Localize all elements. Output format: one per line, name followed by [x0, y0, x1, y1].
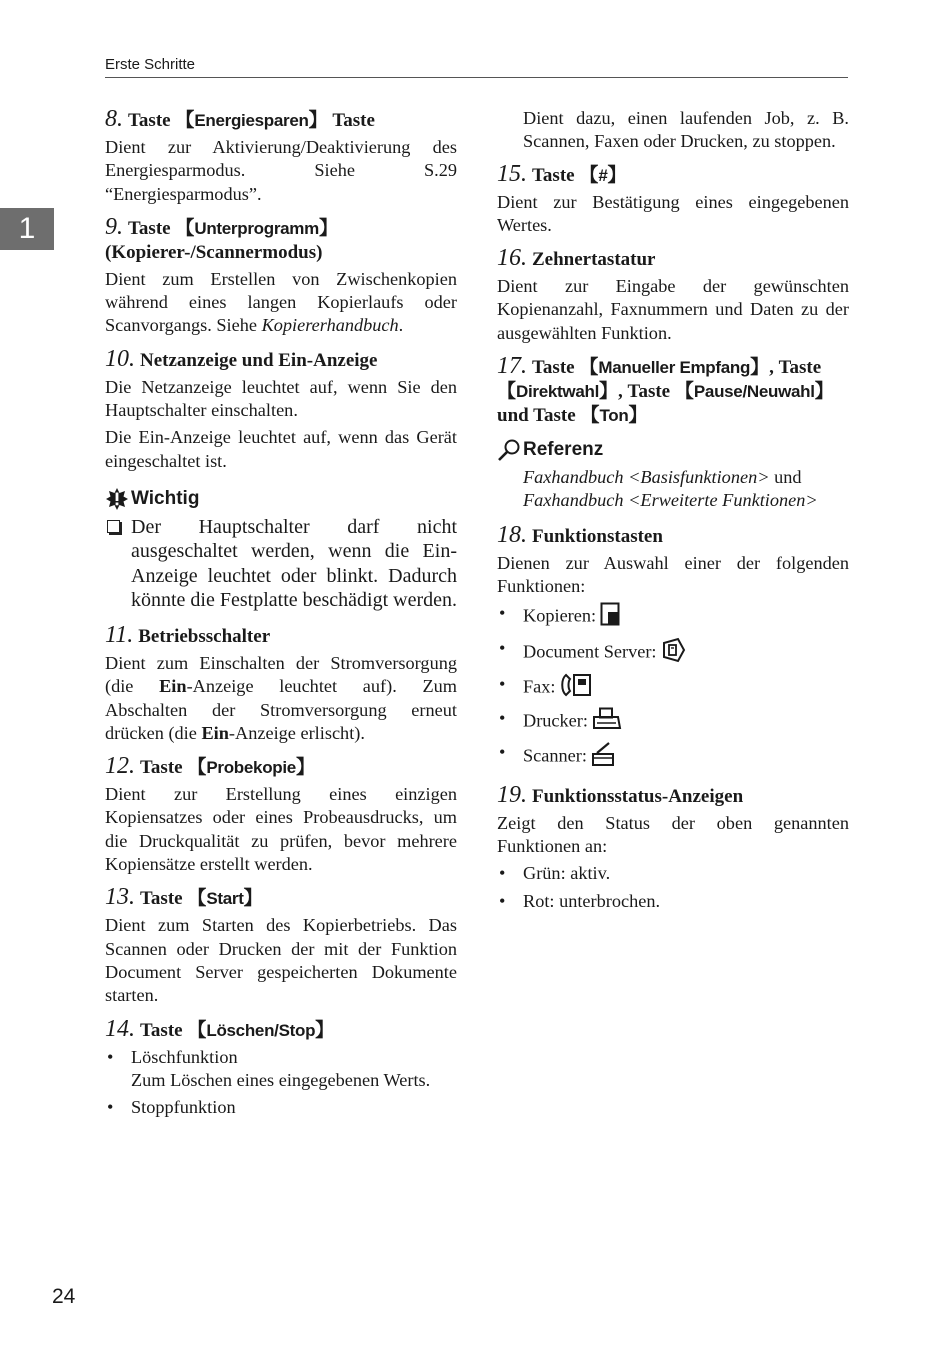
- section-14: [105, 1017, 457, 1120]
- key-name: Pause/Neuwahl: [693, 382, 815, 402]
- section-body: Dient zur Eingabe der gewünschten Kopienanzahl, Faxnummern und Daten zu der ausgewählten Funktion.: [497, 276, 849, 343]
- section-title: 18. Funktionstasten: [497, 521, 663, 548]
- function-list: [497, 602, 849, 773]
- key-name: Unterprogramm: [194, 218, 319, 238]
- printer-icon: [592, 707, 622, 737]
- reference-body: Faxhandbuch <Basisfunktionen> und Faxhandbuch <Erweiterte Funktionen>: [523, 467, 818, 511]
- section-8: [105, 107, 457, 206]
- section-body: Dient zur Aktivierung/Deaktivierung des Energiesparmodus. Siehe S.29 “Energiesparmodus”.: [105, 137, 457, 204]
- important-icon: [105, 487, 129, 511]
- list-item: • Scanner:: [497, 741, 849, 773]
- list-item: • Drucker:: [497, 707, 849, 737]
- page-number: 24: [52, 1285, 76, 1308]
- section-15: [497, 162, 849, 238]
- section-16: [497, 246, 849, 345]
- right-column: [497, 107, 849, 922]
- copy-icon: [600, 602, 620, 632]
- magnifier-icon: [497, 438, 521, 462]
- section-title: 19. Funktionsstatus-Anzeigen: [497, 781, 744, 808]
- section-18: [497, 523, 849, 774]
- section-17: [497, 354, 849, 428]
- section-paragraph: Die Ein-Anzeige leuchtet auf, wenn das Gerät eingeschaltet ist.: [105, 427, 457, 471]
- section-19: [497, 783, 849, 913]
- list-item: • Stoppfunktion: [105, 1096, 457, 1119]
- section-title: 9. Taste 【Unterprogramm】 (Kopierer-/Scannermodus): [105, 213, 338, 263]
- section-body: Dient zum Erstellen von Zwischenkopien während eines langen Kopierlaufs oder Scanvorgangs. Siehe Kopiererhandbuch.: [105, 268, 457, 336]
- section-title: 14. Taste 【Löschen/Stop】: [105, 1015, 335, 1042]
- list-item: • Löschfunktion Zum Löschen eines eingegebenen Werts.: [105, 1046, 457, 1093]
- section-9: [105, 215, 457, 338]
- section-title: 15. Taste 【#】: [497, 160, 627, 187]
- section-10: [105, 347, 457, 473]
- checkbox-bullet-icon: [107, 520, 120, 533]
- important-note: Der Hauptschalter darf nicht ausgeschaltet werden, wenn die Ein-Anzeige leuchtet oder blinkt. Dadurch könnte die Festplatte beschädigt werden.: [105, 515, 457, 613]
- list-item: • Rot: unterbrochen.: [497, 890, 849, 913]
- section-paragraph: Die Netzanzeige leuchtet auf, wenn Sie den Hauptschalter einschalten.: [105, 376, 457, 421]
- key-name: Löschen/Stop: [206, 1020, 316, 1040]
- section-title: 13. Taste 【Start】: [105, 884, 263, 911]
- section-body: Dient zur Bestätigung eines eingegebenen Wertes.: [497, 191, 849, 235]
- section-11: [105, 623, 457, 745]
- fax-icon: [560, 673, 592, 703]
- section-title: 10. Netzanzeige und Ein-Anzeige: [105, 345, 378, 372]
- section-body: Dienen zur Auswahl einer der folgenden Funktionen:: [497, 552, 849, 596]
- section-title: 16. Zehnertastatur: [497, 245, 656, 272]
- chapter-tab: 1: [0, 208, 54, 250]
- document-server-icon: [661, 637, 687, 669]
- section-13: [105, 885, 457, 1007]
- section-12: [105, 754, 457, 876]
- section-title: 12. Taste 【Probekopie】: [105, 753, 315, 780]
- section-title: 17. Taste 【Manueller Empfang】, Taste 【Direktwahl】, Taste 【Pause/Neuwahl】 und Taste 【Ton】: [497, 353, 834, 427]
- status-list: [497, 862, 849, 913]
- section-body: Dient zur Erstellung eines einzigen Kopiensatzes oder eines Probeausdrucks, um die Druckqualität zu prüfen, bevor mehrere Kopiensätze erstellt werden.: [105, 784, 457, 875]
- key-name: Start: [206, 889, 244, 909]
- section-body: Zeigt den Status der oben genannten Funktionen an:: [497, 812, 849, 857]
- header-rule: [105, 77, 848, 78]
- left-column: [105, 107, 457, 1128]
- list-item: • Grün: aktiv.: [497, 862, 849, 885]
- section-title: 11. Betriebsschalter: [105, 621, 271, 648]
- list-item: • Kopieren:: [497, 602, 849, 632]
- section-body: Dient zum Einschalten der Stromversorgung (die Ein-Anzeige leuchtet auf). Zum Abschalten der Stromversorgung erneut drücken (die Ein-Anzeige erlischt).: [105, 652, 457, 743]
- running-header: Erste Schritte: [105, 56, 196, 73]
- key-name: Manueller Empfang: [598, 358, 751, 378]
- key-name: Probekopie: [206, 758, 296, 778]
- key-name: Direktwahl: [516, 382, 599, 402]
- key-name: Energiesparen: [194, 111, 309, 130]
- list-item: • Document Server:: [497, 637, 849, 669]
- key-name: #: [598, 165, 608, 185]
- important-heading: Wichtig: [105, 487, 457, 511]
- list-item-description: Zum Löschen eines eingegebenen Werts.: [131, 1069, 431, 1090]
- bullet-list: [105, 1046, 457, 1120]
- scanner-icon: [591, 741, 615, 773]
- reference-heading: Referenz: [497, 438, 849, 462]
- key-name: Ton: [599, 406, 629, 426]
- list-item: • Fax:: [497, 673, 849, 703]
- section-title: 8. Taste 【Energiesparen】 Taste: [105, 106, 375, 132]
- section-14-continued: Dient dazu, einen laufenden Job, z. B. Scannen, Faxen oder Drucken, zu stoppen.: [523, 108, 849, 152]
- section-body: Dient zum Starten des Kopierbetriebs. Das Scannen oder Drucken der mit der Funktion Document Server gespeicherten Dokumente starten.: [105, 915, 457, 1006]
